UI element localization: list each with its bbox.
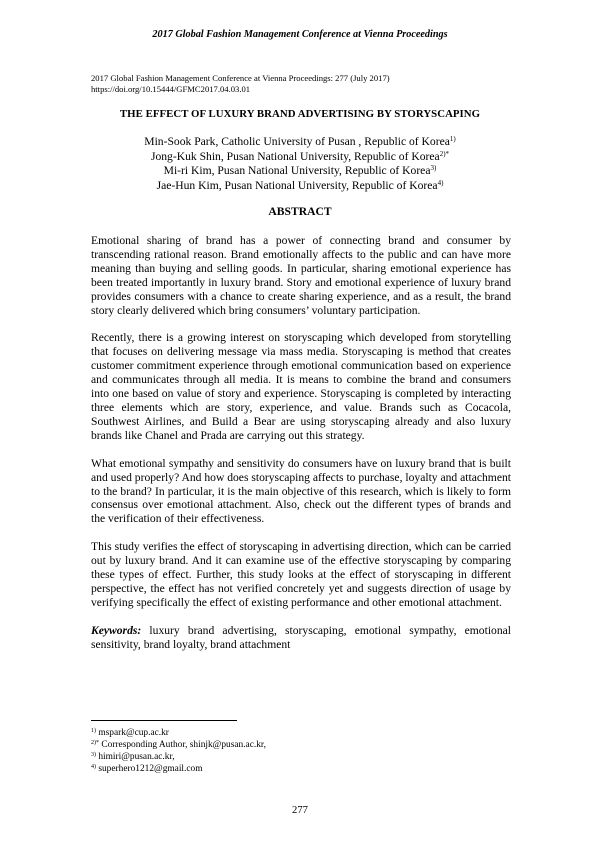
abstract-paragraph: This study verifies the effect of storyscaping in advertising direction, which can be carried out by luxury brand. And it can examine use of the effective storyscaping by comparing these types of effect. Further, this study looks at the effect of storyscaping in different perspective, the effect has not verified concretely yet and suggests direction of usage by verifying specifically the effect of existing performance and other emotional attachment. bbox=[91, 540, 511, 609]
footnote-text: mspark@cup.ac.kr bbox=[96, 728, 169, 738]
author-name: Jong-Kuk Shin, Pusan National University, Republic of Korea bbox=[150, 149, 440, 163]
doi-link[interactable]: https://doi.org/10.15444/GFMC2017.04.03.01 bbox=[91, 84, 251, 94]
footnote-mark: 2)* bbox=[91, 740, 99, 746]
keywords-label: Keywords: bbox=[91, 623, 142, 637]
footnote-mark: 1) bbox=[91, 728, 96, 734]
author-list bbox=[0, 135, 600, 193]
footnote-divider bbox=[91, 720, 237, 721]
paper-title: THE EFFECT OF LUXURY BRAND ADVERTISING BY STORYSCAPING bbox=[119, 108, 481, 120]
author-footnote-mark: 3) bbox=[430, 164, 437, 172]
author-line bbox=[0, 135, 600, 150]
footnote-mark: 3) bbox=[91, 752, 96, 758]
abstract-heading: ABSTRACT bbox=[268, 205, 332, 218]
author-name: Mi-ri Kim, Pusan National University, Republic of Korea bbox=[163, 164, 431, 177]
author-line bbox=[0, 164, 600, 179]
footnotes bbox=[91, 727, 511, 775]
footnote bbox=[91, 727, 511, 739]
author-name: Min-Sook Park, Catholic University of Pusan , Republic of Korea bbox=[144, 135, 450, 148]
citation-line: 2017 Global Fashion Management Conference at Vienna Proceedings: 277 (July 2017) bbox=[91, 73, 390, 83]
footnote-text: superhero1212@gmail.com bbox=[96, 764, 203, 774]
keywords bbox=[91, 624, 511, 652]
citation-block bbox=[91, 73, 511, 95]
footnote-mark: 4) bbox=[91, 764, 96, 770]
footnote-text: Corresponding Author, shinjk@pusan.ac.kr, bbox=[99, 740, 266, 750]
author-footnote-mark: 1) bbox=[449, 135, 456, 143]
author-footnote-mark: 4) bbox=[437, 178, 444, 187]
abstract-paragraph: Emotional sharing of brand has a power of connecting brand and consumer by transcending rational reason. Brand emotionally affects to the public and can have more meaning than buying and selling goods. In particular, sharing emotional experience has been treated importantly in luxury brand. Story and emotional experience of luxury brand provides consumers with a chance to create sharing experience, and as a result, the brand story clearly delivered which bring consumers’ voluntary participation. bbox=[91, 234, 511, 317]
author-line bbox=[0, 179, 600, 194]
abstract-paragraph: What emotional sympathy and sensitivity do consumers have on luxury brand that is built and used properly? And how does storyscaping affects to purchase, loyalty and attachment to the brand? In particular, it is the main objective of this research, which is likely to form consensus over emotional attachment. Also, check out the different types of brands and the verification of their effectiveness. bbox=[91, 456, 511, 526]
keywords-text: luxury brand advertising, storyscaping, emotional sympathy, emotional sensitivity, brand loyalty, brand attachment bbox=[91, 623, 511, 651]
footnote bbox=[91, 751, 511, 763]
author-name: Jae-Hun Kim, Pusan National University, Republic of Korea bbox=[156, 178, 438, 192]
footnote bbox=[91, 763, 511, 775]
author-footnote-mark: 2)* bbox=[439, 149, 450, 158]
abstract-body bbox=[91, 234, 511, 666]
page-number: 277 bbox=[292, 805, 308, 816]
abstract-paragraph: Recently, there is a growing interest on storyscaping which developed from storytelling that focuses on delivering message via mass media. Storyscaping is method that creates customer commitment experience through emotional communication based on experience and communicates through all media. It is means to combine the brand and consumers into one based on value of story and experience. Storyscaping is completed by interacting three elements which are story, experience, and value. Brands such as Cocacola, Southwest Airlines, and Build a Bear are using storyscaping already and also luxury brands like Chanel and Prada are carrying out this strategy. bbox=[91, 331, 511, 442]
author-line bbox=[0, 150, 600, 165]
running-header: 2017 Global Fashion Management Conference at Vienna Proceedings bbox=[152, 29, 448, 40]
footnote bbox=[91, 739, 511, 751]
footnote-text: himiri@pusan.ac.kr, bbox=[96, 752, 175, 762]
